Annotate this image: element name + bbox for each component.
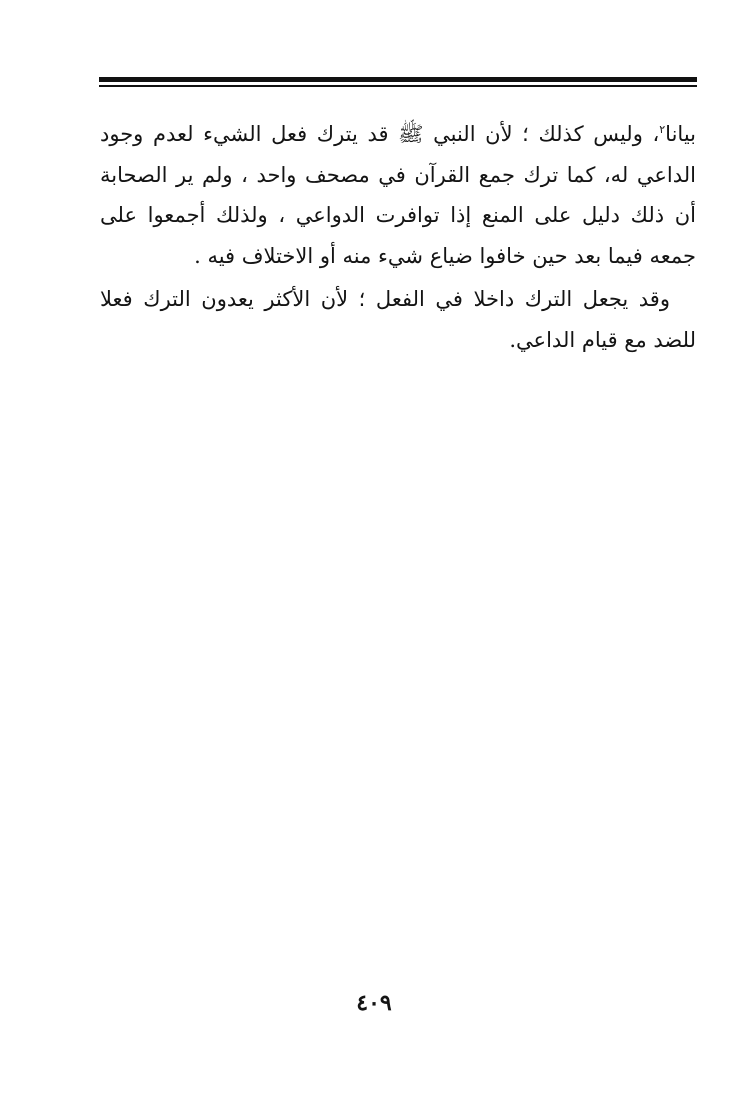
page-number: ٤٠٩ xyxy=(356,990,392,1016)
body-text xyxy=(100,114,696,360)
header-rule-thin xyxy=(99,85,697,87)
paragraph-2: وقد يجعل الترك داخلا في الفعل ؛ لأن الأكثر يعدون الترك فعلا للضد مع قيام الداعي. xyxy=(100,287,696,352)
footnote-reference: ٢ xyxy=(659,123,666,136)
paragraph-1-lead: بيانا xyxy=(665,122,696,146)
paragraph-1-text: ، وليس كذلك ؛ لأن النبي ﷺ قد يترك فعل الشيء لعدم وجود الداعي له، كما ترك جمع القرآن في مصحف واحد ، ولم ير الصحابة أن ذلك دليل على المنع إذا توافرت الدواعي ، ولذلك أجمعوا على جمعه فيما بعد حين خافوا ضياع شيء منه أو الاختلاف فيه . xyxy=(100,122,696,268)
header-rule-thick xyxy=(99,77,697,82)
paragraph-1 xyxy=(100,114,696,276)
